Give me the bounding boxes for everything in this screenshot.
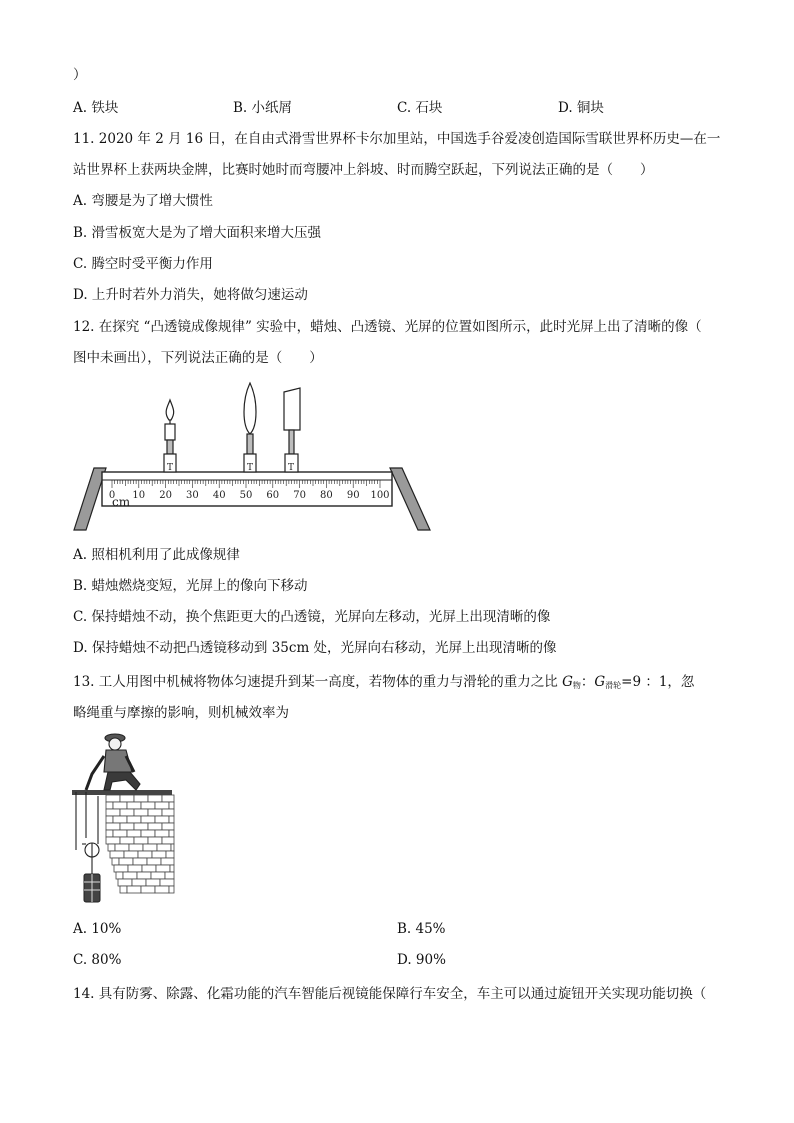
brick: [128, 865, 142, 872]
q12-option-a: A. 照相机利用了此成像规律: [73, 547, 240, 563]
ruler-tick-label: 100: [370, 490, 390, 501]
brick: [142, 865, 156, 872]
brick: [165, 872, 174, 879]
brick: [155, 802, 169, 809]
pulley-worker-figure: [70, 732, 180, 907]
brick: [156, 865, 170, 872]
brick: [116, 872, 123, 879]
brick: [160, 879, 174, 886]
brick: [113, 830, 127, 837]
q10-tail: ）: [73, 67, 87, 83]
brick: [148, 809, 162, 816]
brick: [141, 816, 155, 823]
left-stand: [74, 468, 106, 530]
brick: [120, 795, 134, 802]
ruler-tick-label: 50: [239, 490, 253, 501]
brick: [106, 837, 120, 844]
q10-option-a: A. 铁块: [73, 100, 119, 116]
brick: [155, 816, 169, 823]
brick: [127, 816, 141, 823]
brick: [169, 886, 174, 893]
brick: [129, 844, 143, 851]
brick: [152, 851, 166, 858]
svg-text:T: T: [166, 463, 174, 473]
brick: [162, 795, 174, 802]
g-symbol: G: [562, 674, 573, 690]
q11-option-c: C. 腾空时受平衡力作用: [73, 256, 213, 272]
brick: [147, 858, 161, 865]
brick: [132, 879, 146, 886]
q12-option-b: B. 蜡烛燃烧变短，光屏上的像向下移动: [73, 578, 308, 594]
brick: [134, 809, 148, 816]
q13-stem-text: 13. 工人用图中机械将物体匀速提升到某一高度，若物体的重力与滑轮的重力之比: [73, 674, 563, 690]
brick: [162, 823, 174, 830]
brick: [169, 816, 174, 823]
svg-text:T: T: [246, 463, 254, 473]
brick: [127, 830, 141, 837]
brick: [106, 802, 113, 809]
brick: [171, 844, 174, 851]
brick: [134, 823, 148, 830]
q12-stem-line1: 12. 在探究 “凸透镜成像规律” 实验中，蜡烛、凸透镜、光屏的位置如图所示，此时光屏上出了清晰的像（: [73, 319, 702, 335]
brick: [162, 837, 174, 844]
brick: [127, 886, 141, 893]
q13-option-c: C. 80%: [73, 952, 122, 968]
ruler-tick-label: 40: [212, 490, 226, 501]
ruler-tick-label: 80: [320, 490, 333, 501]
brick: [114, 865, 128, 872]
ruler-tick-label: 90: [346, 490, 360, 501]
brick: [141, 802, 155, 809]
brick: [106, 795, 120, 802]
brick: [143, 844, 157, 851]
q11-stem-line1: 11. 2020 年 2 月 16 日，在自由式滑雪世界杯卡尔加里站，中国选手谷爱凌创造国际雪联世界杯历史—在一: [73, 131, 721, 147]
q13-stem-line2: 略绳重与摩擦的影响，则机械效率为: [73, 705, 289, 721]
brick: [108, 844, 115, 851]
brick: [157, 844, 171, 851]
ruler-tick-label: 0: [108, 490, 116, 501]
q11-option-b: B. 滑雪板宽大是为了增大面积来增大压强: [73, 225, 322, 241]
candle: [164, 400, 176, 473]
q12-option-d: D. 保持蜡烛不动把凸透镜移动到 35cm 处，光屏向右移动，光屏上出现清晰的像: [73, 640, 557, 656]
brick: [106, 809, 120, 816]
brick: [123, 872, 137, 879]
brick: [120, 809, 134, 816]
brick: [124, 851, 138, 858]
ratio-separator: ：: [580, 674, 595, 690]
svg-text:T: T: [287, 463, 295, 473]
brick: [133, 858, 147, 865]
ruler-unit: cm: [112, 495, 131, 509]
brick: [170, 865, 174, 872]
light-screen: [284, 388, 300, 473]
ratio-value: =9 ：1，忽: [621, 674, 695, 690]
ruler-tick-label: 60: [266, 490, 280, 501]
brick: [155, 886, 169, 893]
brick: [119, 858, 133, 865]
q12-stem-line2: 图中未画出），下列说法正确的是（ ）: [73, 350, 323, 366]
brick: [148, 823, 162, 830]
brick: [120, 823, 134, 830]
brick: [161, 858, 174, 865]
q11-option-a: A. 弯腰是为了增大惯性: [73, 193, 213, 209]
brick: [141, 886, 155, 893]
q13-option-a: A. 10%: [73, 921, 122, 937]
q10-option-c: C. 石块: [397, 100, 443, 116]
brick: [162, 809, 174, 816]
q13-stem-line1: [73, 673, 694, 695]
pulley: [76, 792, 99, 874]
brick: [134, 795, 148, 802]
brick: [106, 816, 113, 823]
q13-option-b: B. 45%: [397, 921, 446, 937]
q10-option-b: B. 小纸屑: [233, 100, 293, 116]
brick: [113, 816, 127, 823]
brick: [118, 879, 132, 886]
q14-stem-line1: 14. 具有防雾、除露、化霜功能的汽车智能后视镜能保障行车安全，车主可以通过旋钮开关实现功能切换（: [73, 986, 707, 1002]
brick: [169, 830, 174, 837]
optical-bench-figure: [72, 380, 432, 532]
brick: [148, 795, 162, 802]
g-symbol-2: G: [594, 674, 606, 690]
brick: [138, 851, 152, 858]
ruler-tick-label: 10: [132, 490, 146, 501]
convex-lens: [244, 383, 256, 473]
brick: [151, 872, 165, 879]
brick: [106, 823, 120, 830]
brick-wall: [106, 795, 174, 893]
brick: [113, 802, 127, 809]
right-stand: [390, 468, 430, 530]
ruler-tick-label: 30: [186, 490, 199, 501]
brick: [120, 886, 127, 893]
brick: [141, 830, 155, 837]
g-subscript-object: 物: [572, 681, 581, 690]
q11-stem-line2: 站世界杯上获两块金牌，比赛时她时而弯腰冲上斜坡、时而腾空跃起，下列说法正确的是（ ）: [73, 162, 654, 178]
q12-option-c: C. 保持蜡烛不动，换个焦距更大的凸透镜，光屏向左移动，光屏上出现清晰的像: [73, 609, 551, 625]
brick: [127, 802, 141, 809]
brick: [169, 802, 174, 809]
brick: [106, 830, 113, 837]
worker: [86, 734, 140, 790]
g-subscript-pulley: 滑轮: [605, 681, 622, 690]
brick: [146, 879, 160, 886]
brick: [137, 872, 151, 879]
brick: [115, 844, 129, 851]
ruler-tick-label: 70: [293, 490, 306, 501]
q13-option-d: D. 90%: [397, 952, 446, 968]
ruler-tick-label: 20: [159, 490, 172, 501]
q11-option-d: D. 上升时若外力消失，她将做匀速运动: [73, 287, 308, 303]
q10-option-d: D. 铜块: [558, 100, 604, 116]
hanging-weight: [84, 874, 100, 902]
brick: [110, 851, 124, 858]
brick: [120, 837, 134, 844]
brick: [155, 830, 169, 837]
brick: [166, 851, 174, 858]
brick: [148, 837, 162, 844]
brick: [134, 837, 148, 844]
brick: [112, 858, 119, 865]
